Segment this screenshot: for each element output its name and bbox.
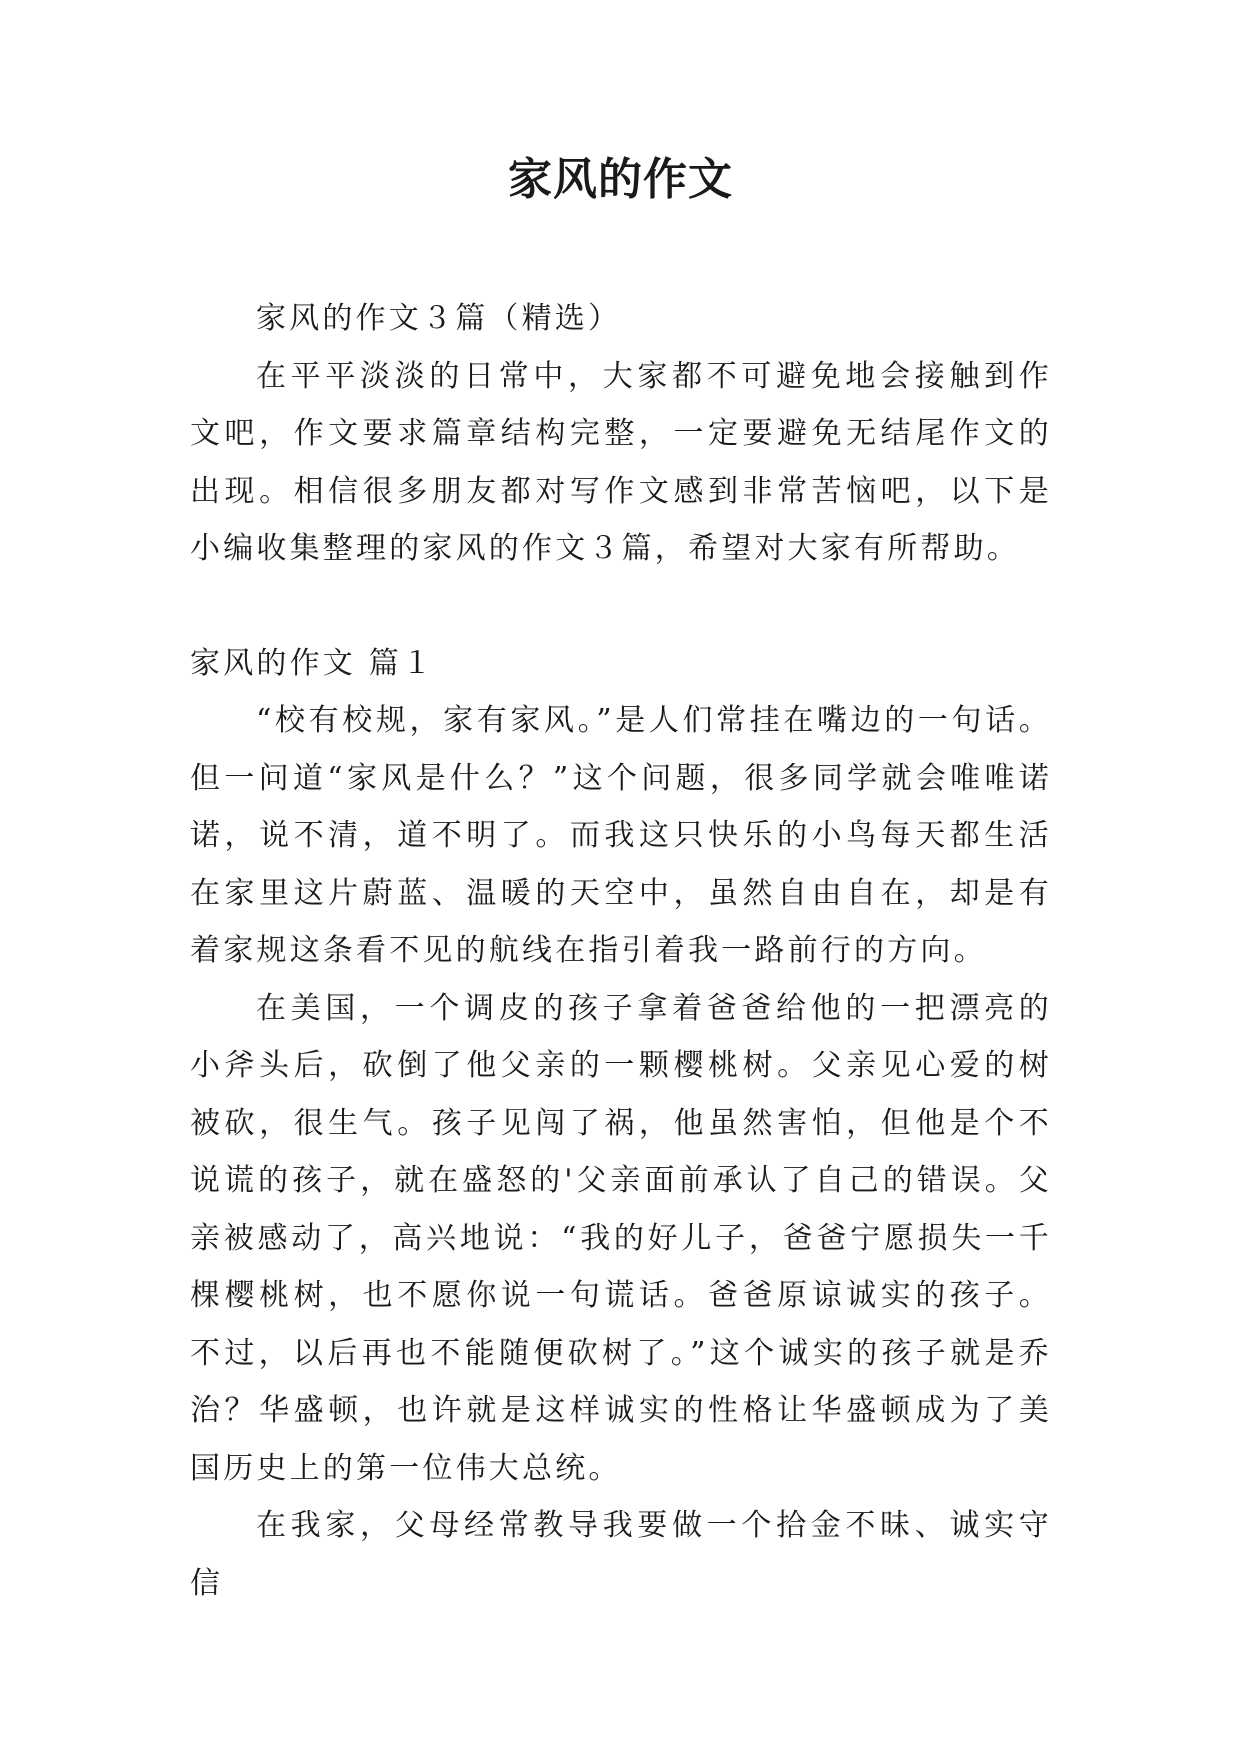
document-body bbox=[190, 290, 1052, 1612]
section-paragraph-2: 在美国，一个调皮的孩子拿着爸爸给他的一把漂亮的小斧头后，砍倒了他父亲的一颗樱桃树。父亲见心爱的树被砍，很生气。孩子见闯了祸，他虽然害怕，但他是个不说谎的孩子，就在盛怒的'父亲面前承认了自己的错误。父亲被感动了，高兴地说：“我的好儿子，爸爸宁愿损失一千棵樱桃树，也不愿你说一句谎话。爸爸原谅诚实的孩子。不过，以后再也不能随便砍树了。”这个诚实的孩子就是乔治？华盛顿，也许就是这样诚实的性格让华盛顿成为了美国历史上的第一位伟大总统。 bbox=[190, 990, 1052, 1486]
section-paragraph-1: “校有校规，家有家风。”是人们常挂在嘴边的一句话。但一问道“家风是什么？”这个问题，很多同学就会唯唯诺诺，说不清，道不明了。而我这只快乐的小鸟每天都生活在家里这片蔚蓝、温暖的天空中，虽然自由自在，却是有着家规这条看不见的航线在指引着我一路前行的方向。 bbox=[190, 703, 1052, 968]
intro-paragraph: 在平平淡淡的日常中，大家都不可避免地会接触到作文吧，作文要求篇章结构完整，一定要避免无结尾作文的出现。相信很多朋友都对写作文感到非常苦恼吧，以下是小编收集整理的家风的作文３篇，希望对大家有所帮助。 bbox=[190, 358, 1052, 566]
section-paragraph-3: 在我家，父母经常教导我要做一个拾金不昧、诚实守信 bbox=[190, 1508, 1052, 1601]
document-subtitle: 家风的作文３篇（精选） bbox=[256, 301, 622, 336]
section-heading: 家风的作文 篇１ bbox=[190, 645, 436, 681]
document-title: 家风的作文 bbox=[508, 154, 733, 205]
